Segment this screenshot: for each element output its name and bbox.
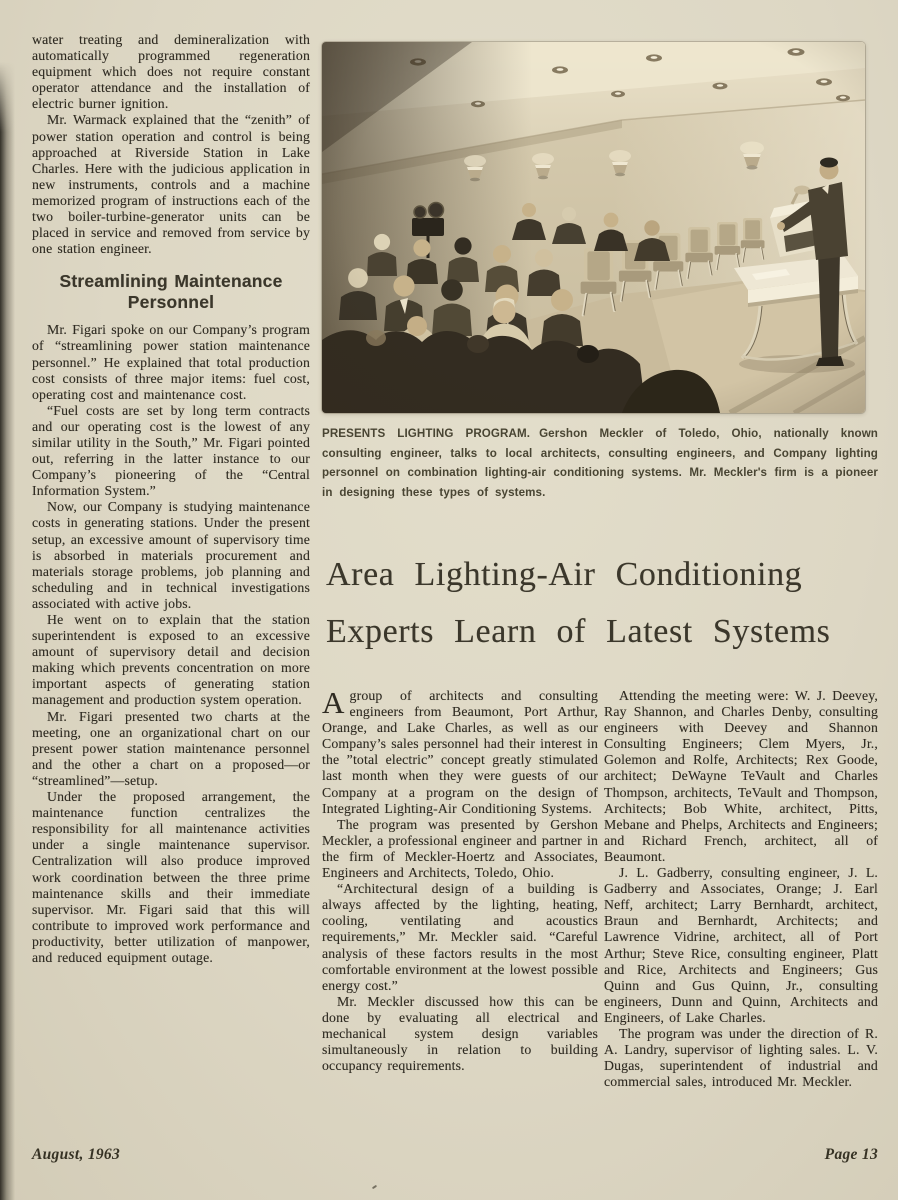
headline-line-1: Area Lighting-Air Conditioning — [326, 556, 803, 593]
paragraph: J. L. Gadberry, consulting engineer, J. L. Gadberry and Associates, Orange; J. Earl Neff, architect; Larry Bernhardt, architect, Braun and Bernhardt, Architects; and Lawrence Vidrine, architect, all of Port Arthur; Steve Rice, consulting engineer, Platt and Rice, Architects and Engineers; Gus Quinn and Gus Quinn, Jr., consulting engineers, Dunn and Quinn, Architects and Engineers, of Lake Charles. — [604, 865, 878, 1025]
paragraph: The program was under the direction of R. A. Landry, supervisor of lighting sales. L. V. Dugas, superintendent of industrial and commercial sales, introduced Mr. Meckler. — [604, 1025, 878, 1090]
photo-vignette — [322, 42, 865, 413]
article-column-2 — [604, 688, 878, 1090]
meeting-photo — [322, 42, 865, 413]
paragraph: “Architectural design of a building is always affected by the lighting, heating, cooling, ventilating and acoustics requirements,” Mr. Meckler said. “Careful analysis of these factors results in the most comfortable environment at the lowest possible energy cost.” — [322, 881, 598, 993]
scan-edge-shadow — [0, 62, 15, 1200]
section-heading: Streamlining Maintenance Personnel — [59, 271, 283, 313]
photo-caption — [322, 424, 878, 502]
paragraph: Under the proposed arrangement, the maintenance function centralizes the responsibility for all maintenance activities under a single maintenance supervisor. Centralization will also produce improved work coordination between the three prime maintenance skills and their immediate supervisor. Mr. Figari said that this will contribute to improved work performance and productivity, better utilization of manpower, and reduced equipment outage. — [32, 789, 310, 965]
paragraph — [322, 685, 599, 817]
page-number: Page 13 — [824, 1146, 878, 1163]
paragraph: “Fuel costs are set by long term contracts and our operating cost is the lowest of any similar utility in the South,” Mr. Figari pointed out, referring in the latter instance to our Company’s pioneering of the “Central Information System.” — [32, 402, 310, 499]
caption-text: Gershon Meckler of Toledo, Ohio, nationally known consulting engineer, talks to local architects, consulting engineers, and Company lighting personnel on combination lighting-air conditioning systems. Mr. Meckler's firm is a pioneer in designing these types of systems. — [322, 427, 878, 499]
drop-cap: A — [322, 685, 345, 720]
paragraph: Mr. Meckler discussed how this can be done by evaluating all electrical and mechanical system design variables simultaneously in relation to building occupancy requirements. — [322, 993, 598, 1074]
paragraph: water treating and demineralization with automatically programmed regeneration equipment which does not require constant operator attendance and the installation of electric burner ignition. — [32, 32, 310, 112]
meeting-photo-illustration — [322, 42, 865, 413]
paragraph: Now, our Company is studying maintenance costs in generating stations. Under the present setup, an excessive amount of supervisory time is absorbed in materials procurement and materials storage problems, job planning and scheduling and in technical investigations associated with active jobs. — [32, 499, 310, 611]
paragraph: Mr. Figari spoke on our Company’s program of “streamlining power station maintenance personnel.” He explained that total production cost consists of three major items: fuel cost, operating cost and maintenance cost. — [32, 322, 310, 402]
article-column-1 — [322, 685, 599, 1074]
paragraph-text: group of architects and consulting engineers from Beaumont, Port Arthur, Orange, and Lake Charles, as well as our Company’s sales personnel had their interest in the ”total electric” concept greatly stimulated last month when they were guests of our Company at a program on the design of Integrated Lighting-Air Conditioning Systems. — [322, 688, 599, 816]
left-column — [32, 32, 310, 966]
paragraph: Mr. Figari presented two charts at the meeting, one an organizational chart on our present power station maintenance personnel and the other a chart on a proposed—or “streamlined”—setup. — [32, 708, 310, 788]
headline-line-2: Experts Learn of Latest Systems — [326, 613, 831, 650]
article-headline — [326, 546, 878, 660]
paragraph: He went on to explain that the station superintendent is exposed to an excessive amount of supervisory detail and decision making which prevents concentration on more important aspects of generating station management and production system operation. — [32, 612, 310, 708]
paragraph: The program was presented by Gershon Meckler, a professional engineer and partner in the firm of Meckler-Hoertz and Associates, Engineers and Architects, Toledo, Ohio. — [322, 816, 598, 881]
paragraph: Mr. Warmack explained that the “zenith” of power station operation and control is being approached at Riverside Station in Lake Charles. Here with the judicious application in new instruments, controls and a machine memorized program of instructions each of the two boiler-turbine-generator units can be placed in service and removed from service by one station engineer. — [32, 112, 310, 257]
issue-date: August, 1963 — [32, 1146, 121, 1163]
scan-speck — [372, 1185, 377, 1190]
caption-lead: PRESENTS LIGHTING PROGRAM. — [322, 427, 531, 440]
paragraph: Attending the meeting were: W. J. Deevey, Ray Shannon, and Charles Denby, consulting engineers with Deevey and Shannon Consulting Engineers; Clem Myers, Jr., Golemon and Rolfe, Architects; Rex Goode, architect; DeWayne TeVault and Charles Thompson, architects, TeVault and Thompson, Architects; Bob White, architect, Pitts, Mebane and Phelps, Architects and Engineers; and Richard French, architect, all of Beaumont. — [604, 688, 878, 864]
